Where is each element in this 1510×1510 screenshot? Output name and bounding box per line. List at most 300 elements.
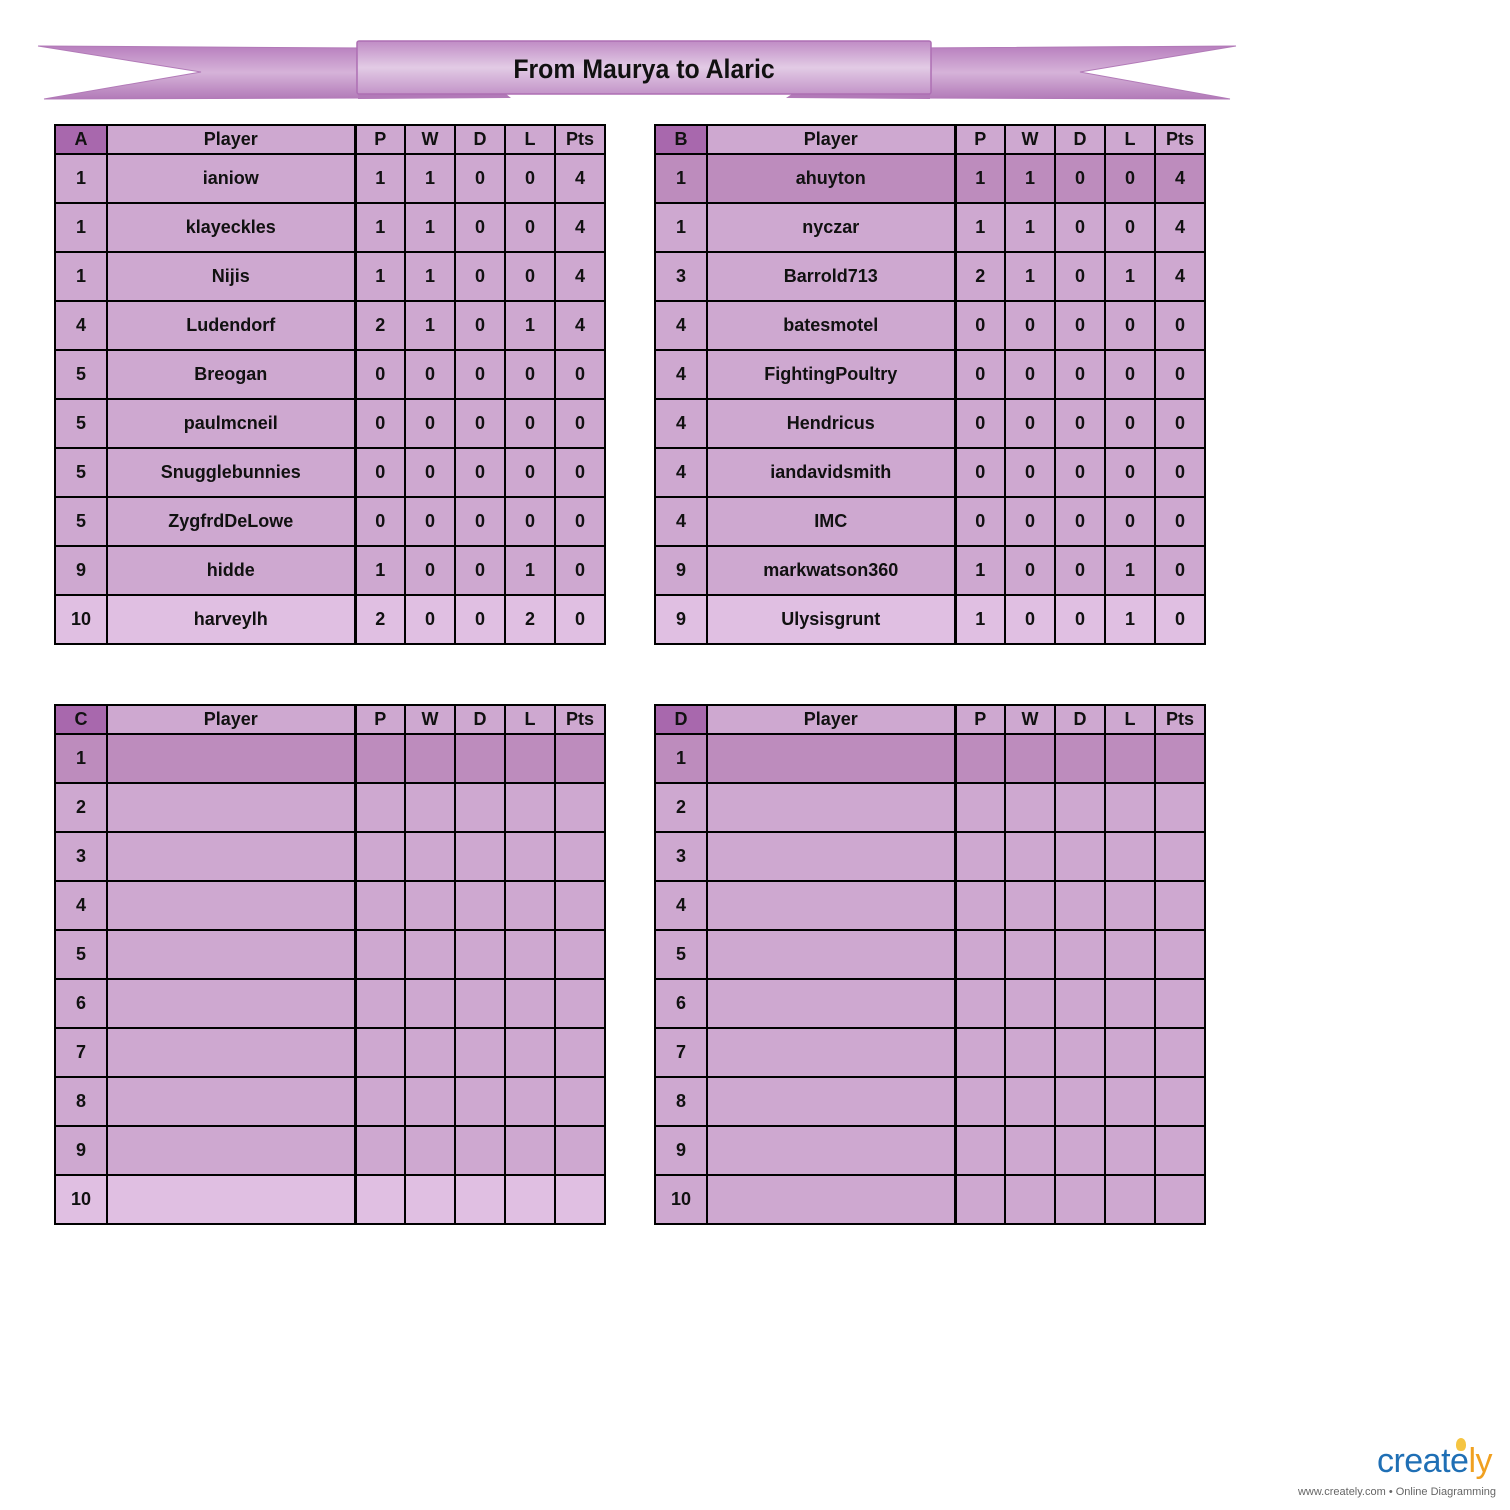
rank-cell: 4	[655, 350, 707, 399]
table-row	[655, 1126, 1205, 1175]
played-cell: 1	[355, 203, 405, 252]
points-cell	[1155, 1028, 1205, 1077]
played-cell: 0	[355, 448, 405, 497]
rank-cell: 3	[655, 832, 707, 881]
points-cell: 0	[555, 448, 605, 497]
won-cell	[405, 1028, 455, 1077]
drawn-cell	[455, 881, 505, 930]
played-cell	[955, 832, 1005, 881]
won-cell: 0	[1005, 595, 1055, 644]
won-cell	[1005, 734, 1055, 783]
won-cell	[405, 1077, 455, 1126]
table-row	[55, 595, 605, 644]
player-cell: ahuyton	[707, 154, 955, 203]
won-column-header: W	[405, 705, 455, 734]
points-cell	[555, 881, 605, 930]
header-row	[55, 125, 605, 154]
table-row	[55, 448, 605, 497]
table-row	[55, 930, 605, 979]
drawn-cell	[455, 783, 505, 832]
won-cell	[405, 930, 455, 979]
drawn-cell: 0	[1055, 399, 1105, 448]
won-cell	[1005, 881, 1055, 930]
table-row	[55, 252, 605, 301]
drawn-cell: 0	[455, 448, 505, 497]
player-cell	[107, 1126, 355, 1175]
player-cell	[707, 979, 955, 1028]
played-cell	[955, 979, 1005, 1028]
drawn-cell	[455, 1028, 505, 1077]
rank-cell: 1	[55, 154, 107, 203]
played-cell: 0	[955, 497, 1005, 546]
points-cell: 0	[1155, 399, 1205, 448]
won-cell: 0	[1005, 546, 1055, 595]
points-cell: 4	[555, 301, 605, 350]
played-cell: 1	[355, 154, 405, 203]
lost-cell: 0	[1105, 301, 1155, 350]
points-cell	[555, 930, 605, 979]
rank-cell: 4	[655, 399, 707, 448]
table-row	[55, 350, 605, 399]
rank-cell: 5	[55, 497, 107, 546]
group-a-table	[54, 124, 606, 645]
won-cell: 1	[405, 203, 455, 252]
points-cell	[1155, 881, 1205, 930]
drawn-cell: 0	[455, 350, 505, 399]
drawn-cell: 0	[1055, 595, 1105, 644]
played-column-header: P	[355, 125, 405, 154]
won-cell: 0	[1005, 301, 1055, 350]
table-row	[655, 203, 1205, 252]
lost-column-header: L	[505, 125, 555, 154]
title-banner	[36, 38, 1238, 102]
player-cell: harveylh	[107, 595, 355, 644]
points-cell: 0	[1155, 301, 1205, 350]
player-cell	[707, 1175, 955, 1224]
rank-cell: 1	[55, 734, 107, 783]
lost-cell: 0	[505, 252, 555, 301]
table-row	[655, 1028, 1205, 1077]
lost-cell: 0	[1105, 203, 1155, 252]
rank-cell: 4	[655, 301, 707, 350]
table-row	[55, 734, 605, 783]
points-cell	[1155, 832, 1205, 881]
points-cell: 4	[1155, 203, 1205, 252]
player-cell	[707, 930, 955, 979]
rank-cell: 9	[55, 1126, 107, 1175]
drawn-cell	[455, 1175, 505, 1224]
table-row	[655, 734, 1205, 783]
played-cell: 0	[955, 350, 1005, 399]
lost-cell: 0	[1105, 154, 1155, 203]
drawn-cell: 0	[1055, 448, 1105, 497]
rank-cell: 6	[55, 979, 107, 1028]
player-cell: hidde	[107, 546, 355, 595]
banner-title: From Maurya to Alaric	[513, 53, 775, 84]
lost-cell: 1	[1105, 252, 1155, 301]
rank-cell: 2	[655, 783, 707, 832]
points-cell	[555, 832, 605, 881]
points-column-header: Pts	[555, 705, 605, 734]
drawn-column-header: D	[455, 705, 505, 734]
played-column-header: P	[955, 705, 1005, 734]
header-row	[55, 705, 605, 734]
won-cell: 1	[1005, 203, 1055, 252]
won-cell: 1	[1005, 154, 1055, 203]
table-row	[55, 832, 605, 881]
drawn-cell: 0	[455, 497, 505, 546]
points-cell: 0	[555, 546, 605, 595]
rank-cell: 5	[55, 930, 107, 979]
points-cell	[1155, 979, 1205, 1028]
lost-cell: 0	[505, 448, 555, 497]
lost-column-header: L	[1105, 705, 1155, 734]
brand-wordmark	[1377, 1442, 1492, 1481]
played-cell: 0	[955, 301, 1005, 350]
played-cell	[355, 930, 405, 979]
player-cell: Breogan	[107, 350, 355, 399]
won-cell	[405, 783, 455, 832]
lost-cell	[505, 979, 555, 1028]
won-column-header: W	[1005, 705, 1055, 734]
rank-cell: 1	[55, 203, 107, 252]
points-cell	[1155, 1077, 1205, 1126]
table-row	[655, 252, 1205, 301]
played-cell	[955, 1077, 1005, 1126]
player-cell	[707, 1028, 955, 1077]
rank-cell: 6	[655, 979, 707, 1028]
table-row	[655, 350, 1205, 399]
drawn-column-header: D	[455, 125, 505, 154]
lost-column-header: L	[1105, 125, 1155, 154]
lost-cell: 0	[1105, 399, 1155, 448]
played-cell	[355, 1028, 405, 1077]
rank-cell: 5	[55, 350, 107, 399]
player-cell: Ulysisgrunt	[707, 595, 955, 644]
played-cell: 2	[955, 252, 1005, 301]
points-cell	[555, 1028, 605, 1077]
played-cell: 0	[355, 497, 405, 546]
won-cell	[405, 1175, 455, 1224]
rank-cell: 4	[655, 448, 707, 497]
group-label: B	[655, 125, 707, 154]
brand-tagline: www.creately.com • Online Diagramming	[1297, 1486, 1496, 1498]
table-row	[655, 301, 1205, 350]
player-cell: Ludendorf	[107, 301, 355, 350]
rank-cell: 10	[655, 1175, 707, 1224]
points-cell: 4	[555, 252, 605, 301]
lost-cell	[1105, 832, 1155, 881]
rank-cell: 4	[55, 301, 107, 350]
lost-cell	[1105, 1028, 1155, 1077]
played-cell: 2	[355, 595, 405, 644]
player-cell	[707, 832, 955, 881]
points-cell: 0	[555, 497, 605, 546]
lost-cell	[1105, 881, 1155, 930]
points-cell: 0	[1155, 497, 1205, 546]
group-c-table	[54, 704, 606, 1225]
won-cell: 1	[405, 154, 455, 203]
table-row	[655, 546, 1205, 595]
points-cell	[555, 1077, 605, 1126]
player-cell: IMC	[707, 497, 955, 546]
player-cell: batesmotel	[707, 301, 955, 350]
points-cell: 0	[555, 399, 605, 448]
won-cell: 0	[405, 350, 455, 399]
group-d-table	[654, 704, 1206, 1225]
drawn-cell	[455, 734, 505, 783]
played-cell	[955, 881, 1005, 930]
lost-cell	[505, 1126, 555, 1175]
lost-cell	[505, 930, 555, 979]
group-label: C	[55, 705, 107, 734]
group-b-table	[654, 124, 1206, 645]
rank-cell: 4	[655, 497, 707, 546]
points-column-header: Pts	[1155, 705, 1205, 734]
drawn-cell: 0	[455, 595, 505, 644]
header-row	[655, 705, 1205, 734]
won-cell	[405, 734, 455, 783]
table-row	[655, 881, 1205, 930]
lost-cell	[505, 1028, 555, 1077]
lost-cell: 2	[505, 595, 555, 644]
points-cell: 0	[1155, 546, 1205, 595]
points-cell	[555, 1126, 605, 1175]
rank-cell: 8	[655, 1077, 707, 1126]
rank-cell: 9	[655, 1126, 707, 1175]
player-cell: FightingPoultry	[707, 350, 955, 399]
lost-cell: 1	[1105, 546, 1155, 595]
won-column-header: W	[405, 125, 455, 154]
played-cell	[955, 1175, 1005, 1224]
table-row	[55, 497, 605, 546]
drawn-cell	[1055, 1077, 1105, 1126]
drawn-cell: 0	[455, 546, 505, 595]
lost-cell	[1105, 1126, 1155, 1175]
won-cell	[1005, 1175, 1055, 1224]
drawn-cell: 0	[1055, 154, 1105, 203]
points-column-header: Pts	[1155, 125, 1205, 154]
won-cell: 0	[405, 399, 455, 448]
won-column-header: W	[1005, 125, 1055, 154]
won-cell: 0	[1005, 399, 1055, 448]
rank-cell: 5	[655, 930, 707, 979]
rank-cell: 10	[55, 1175, 107, 1224]
table-row	[55, 1077, 605, 1126]
player-cell	[707, 783, 955, 832]
drawn-cell: 0	[1055, 350, 1105, 399]
points-cell: 0	[1155, 448, 1205, 497]
won-cell	[1005, 783, 1055, 832]
won-cell: 0	[405, 497, 455, 546]
points-cell	[1155, 734, 1205, 783]
table-row	[655, 979, 1205, 1028]
played-cell	[355, 1126, 405, 1175]
played-cell	[955, 1028, 1005, 1077]
drawn-cell: 0	[1055, 252, 1105, 301]
drawn-column-header: D	[1055, 125, 1105, 154]
rank-cell: 5	[55, 448, 107, 497]
lost-cell	[1105, 1077, 1155, 1126]
played-cell: 1	[955, 154, 1005, 203]
won-cell	[1005, 1077, 1055, 1126]
player-cell: iandavidsmith	[707, 448, 955, 497]
table-row	[55, 979, 605, 1028]
player-column-header: Player	[107, 705, 355, 734]
points-cell: 0	[555, 350, 605, 399]
points-cell	[1155, 783, 1205, 832]
played-cell: 1	[955, 595, 1005, 644]
table-row	[655, 783, 1205, 832]
player-cell: markwatson360	[707, 546, 955, 595]
table-row	[55, 1175, 605, 1224]
points-cell	[1155, 1126, 1205, 1175]
table-row	[655, 448, 1205, 497]
drawn-cell: 0	[1055, 497, 1105, 546]
played-cell	[355, 1175, 405, 1224]
won-cell	[1005, 1126, 1055, 1175]
drawn-cell	[1055, 930, 1105, 979]
points-cell: 4	[555, 203, 605, 252]
played-cell: 2	[355, 301, 405, 350]
points-cell: 0	[555, 595, 605, 644]
played-cell: 0	[955, 399, 1005, 448]
points-cell: 4	[555, 154, 605, 203]
played-cell	[355, 979, 405, 1028]
won-cell	[405, 979, 455, 1028]
player-cell: ianiow	[107, 154, 355, 203]
lost-cell	[1105, 783, 1155, 832]
player-cell	[107, 979, 355, 1028]
drawn-cell: 0	[455, 301, 505, 350]
drawn-cell	[1055, 1126, 1105, 1175]
lost-cell: 1	[505, 546, 555, 595]
played-column-header: P	[355, 705, 405, 734]
table-row	[655, 497, 1205, 546]
won-cell	[405, 881, 455, 930]
group-label: D	[655, 705, 707, 734]
lost-cell: 0	[1105, 448, 1155, 497]
table-row	[55, 1126, 605, 1175]
lost-cell	[1105, 734, 1155, 783]
drawn-cell	[1055, 979, 1105, 1028]
rank-cell: 1	[655, 154, 707, 203]
won-cell: 0	[405, 595, 455, 644]
table-row	[655, 154, 1205, 203]
rank-cell: 8	[55, 1077, 107, 1126]
player-cell: Hendricus	[707, 399, 955, 448]
table-row	[55, 1028, 605, 1077]
lost-cell: 0	[505, 350, 555, 399]
header-row	[655, 125, 1205, 154]
table-row	[55, 399, 605, 448]
drawn-cell	[455, 930, 505, 979]
player-cell	[107, 881, 355, 930]
played-cell: 0	[955, 448, 1005, 497]
points-cell	[555, 734, 605, 783]
lost-cell	[505, 783, 555, 832]
player-cell	[107, 1077, 355, 1126]
player-cell	[707, 881, 955, 930]
lost-cell	[505, 1077, 555, 1126]
lost-cell	[505, 1175, 555, 1224]
table-row	[55, 546, 605, 595]
won-cell: 1	[405, 301, 455, 350]
player-column-header: Player	[707, 705, 955, 734]
player-cell	[107, 930, 355, 979]
drawn-cell: 0	[455, 203, 505, 252]
points-column-header: Pts	[555, 125, 605, 154]
player-cell: ZygfrdDeLowe	[107, 497, 355, 546]
table-row	[655, 1175, 1205, 1224]
player-cell: Barrold713	[707, 252, 955, 301]
rank-cell: 4	[655, 881, 707, 930]
brand-accent: ly	[1468, 1442, 1492, 1480]
rank-cell: 2	[55, 783, 107, 832]
played-cell	[955, 734, 1005, 783]
points-cell: 4	[1155, 154, 1205, 203]
drawn-cell	[1055, 783, 1105, 832]
won-cell	[405, 832, 455, 881]
played-cell: 1	[355, 546, 405, 595]
rank-cell: 1	[655, 203, 707, 252]
played-cell	[355, 832, 405, 881]
played-cell: 0	[355, 350, 405, 399]
drawn-cell	[1055, 832, 1105, 881]
table-row	[55, 881, 605, 930]
played-cell: 1	[955, 546, 1005, 595]
points-cell	[1155, 1175, 1205, 1224]
won-cell	[1005, 930, 1055, 979]
points-cell: 0	[1155, 350, 1205, 399]
creately-watermark	[1272, 1436, 1504, 1502]
played-cell	[355, 734, 405, 783]
table-row	[655, 1077, 1205, 1126]
drawn-cell	[1055, 881, 1105, 930]
rank-cell: 9	[655, 595, 707, 644]
won-cell	[405, 1126, 455, 1175]
lost-cell: 0	[505, 497, 555, 546]
rank-cell: 3	[55, 832, 107, 881]
drawn-column-header: D	[1055, 705, 1105, 734]
played-cell: 1	[355, 252, 405, 301]
table-row	[655, 832, 1205, 881]
player-cell	[707, 1077, 955, 1126]
lost-cell	[1105, 1175, 1155, 1224]
played-column-header: P	[955, 125, 1005, 154]
table-row	[655, 595, 1205, 644]
rank-cell: 7	[655, 1028, 707, 1077]
brand-main: create	[1376, 1442, 1469, 1480]
drawn-cell: 0	[1055, 546, 1105, 595]
rank-cell: 9	[655, 546, 707, 595]
player-cell: Snugglebunnies	[107, 448, 355, 497]
player-cell	[107, 832, 355, 881]
drawn-cell	[455, 1077, 505, 1126]
player-cell	[707, 734, 955, 783]
lost-cell: 1	[1105, 595, 1155, 644]
won-cell: 0	[1005, 350, 1055, 399]
won-cell: 0	[1005, 497, 1055, 546]
table-row	[55, 783, 605, 832]
won-cell: 0	[1005, 448, 1055, 497]
player-cell	[107, 1028, 355, 1077]
drawn-cell: 0	[1055, 301, 1105, 350]
lost-cell: 0	[1105, 350, 1155, 399]
player-cell	[107, 1175, 355, 1224]
points-cell	[1155, 930, 1205, 979]
lost-cell: 0	[1105, 497, 1155, 546]
